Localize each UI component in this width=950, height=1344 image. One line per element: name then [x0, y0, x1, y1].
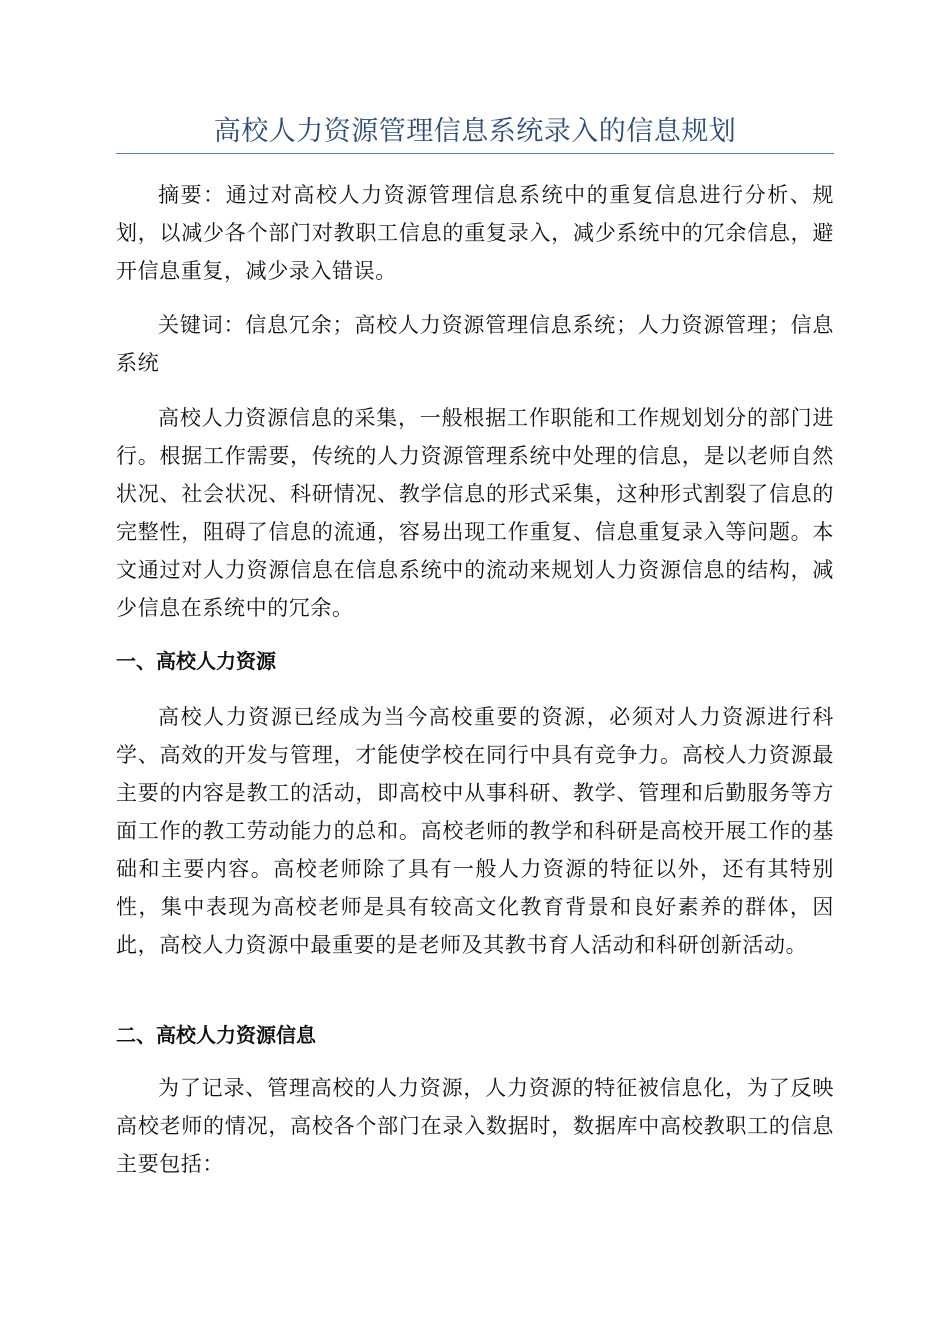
document-title: 高校人力资源管理信息系统录入的信息规划	[213, 116, 737, 147]
section-heading-2: 二、高校人力资源信息	[116, 1023, 316, 1047]
title-underline	[116, 153, 834, 154]
section-2-paragraph: 为了记录、管理高校的人力资源，人力资源的特征被信息化，为了反映高校老师的情况，高校各个部门在录入数据时，数据库中高校教职工的信息主要包括：	[116, 1076, 834, 1176]
section-heading-1: 一、高校人力资源	[116, 649, 276, 673]
section-1-paragraph: 高校人力资源已经成为当今高校重要的资源，必须对人力资源进行科学、高效的开发与管理，才能使学校在同行中具有竞争力。高校人力资源最主要的内容是教工的活动，即高校中从事科研、教学、管理和后勤服务等方面工作的教工劳动能力的总和。高校老师的教学和科研是高校开展工作的基础和主要内容。高校老师除了具有一般人力资源的特征以外，还有其特别性，集中表现为高校老师是具有较高文化教育背景和良好素养的群体，因此，高校人力资源中最重要的是老师及其教书育人活动和科研创新活动。	[116, 705, 834, 957]
intro-paragraph: 高校人力资源信息的采集，一般根据工作职能和工作规划划分的部门进行。根据工作需要，传统的人力资源管理系统中处理的信息，是以老师自然状况、社会状况、科研情况、教学信息的形式采集，这种形式割裂了信息的完整性，阻碍了信息的流通，容易出现工作重复、信息重复录入等问题。本文通过对人力资源信息在信息系统中的流动来规划人力资源信息的结构，减少信息在系统中的冗余。	[116, 406, 834, 620]
abstract-paragraph: 摘要：通过对高校人力资源管理信息系统中的重复信息进行分析、规划，以减少各个部门对教职工信息的重复录入，减少系统中的冗余信息，避开信息重复，减少录入错误。	[116, 183, 834, 283]
keywords-paragraph: 关键词：信息冗余；高校人力资源管理信息系统；人力资源管理；信息系统	[116, 313, 834, 375]
